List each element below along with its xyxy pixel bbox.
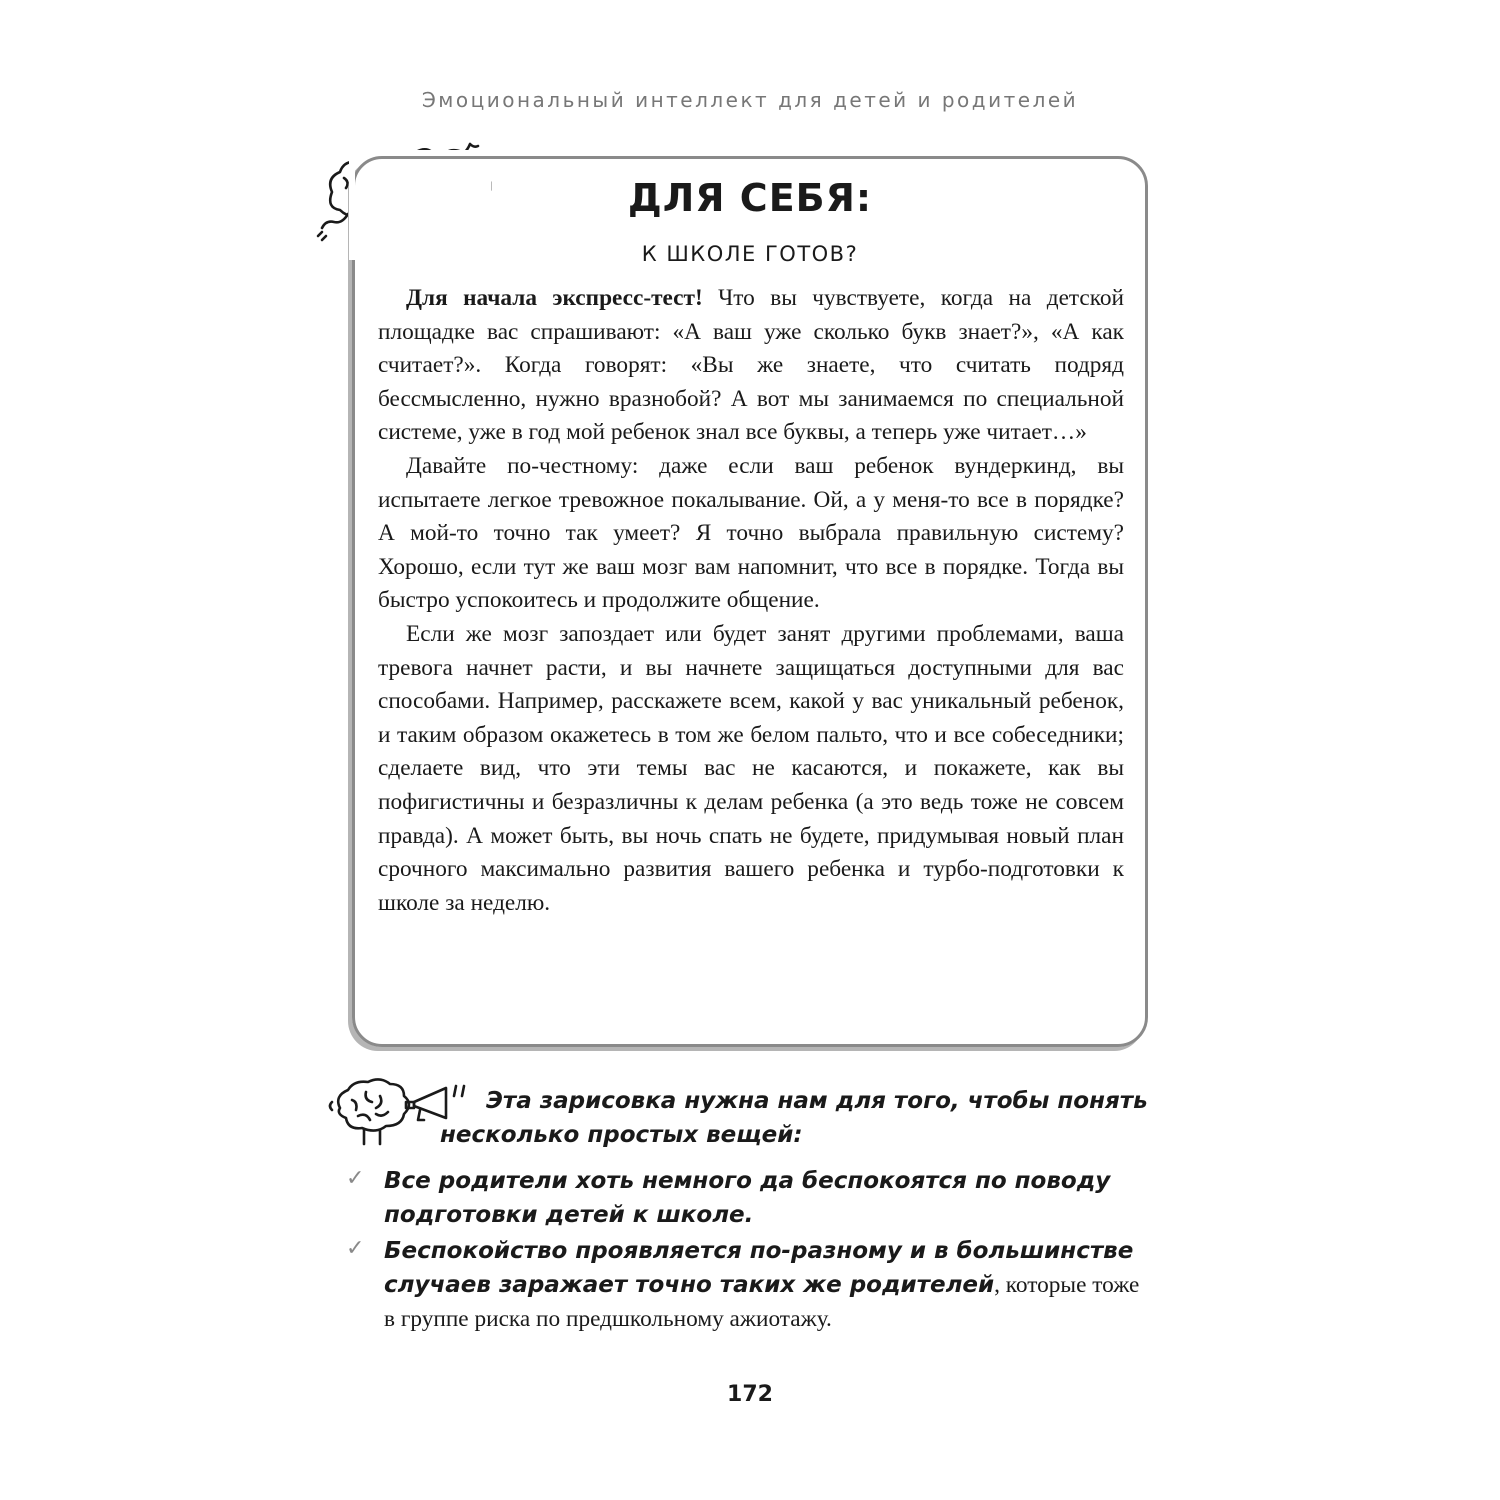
check-icon: ✓: [346, 1236, 365, 1261]
paragraph-3: Если же мозг запоздает или будет занят другими проблемами, ваша тревога начнет расти, и вы начнете защищаться доступными для вас способами. Например, расскажете всем, какой у вас уникальный ребенок, и таким образом окажетесь в том же белом пальто, что и все собеседники; сделаете вид, что эти темы вас не касаются, и покажете, как вы пофигистичны и безразличны к делам ребенка (а это ведь тоже не совсем правда). А может быть, вы ночь спать не будете, придумывая новый план срочного максимально развития вашего ребенка и турбо-подготовки к школе за неделю.: [378, 620, 1124, 916]
paragraph-2: Давайте по-честному: даже если ваш ребенок вундеркинд, вы испытаете легкое тревожное покалывание. Ой, а у меня-то все в порядке? А мой-то точно так умеет? Я точно выбрала правильную систему? Хорошо, если тут же ваш мозг вам напомнит, что все в порядке. Тогда вы быстро успокоитесь и продолжите общение.: [378, 452, 1124, 614]
list-item: [346, 1164, 1156, 1232]
list-item-text-plain: , которые тоже в группе риска по предшкольному ажиотажу.: [384, 1272, 1140, 1332]
paragraph-1-lead: Для начала экспресс-тест!: [406, 285, 703, 311]
check-icon: ✓: [346, 1166, 365, 1191]
list-item: [346, 1234, 1156, 1336]
running-header: Эмоциональный интеллект для детей и родителей: [421, 88, 1079, 112]
list-item-text: Все родители хоть немного да беспокоятся по поводу подготовки детей к школе.: [384, 1168, 1111, 1228]
box-subtitle: К ШКОЛЕ ГОТОВ?: [641, 242, 859, 266]
box-body: [378, 282, 1124, 920]
checklist: [346, 1164, 1156, 1338]
paragraph-1-text: Что вы чувствуете, когда на детской площадке вас спрашивают: «А ваш уже сколько букв знает?», «А как считает?». Когда говорят: «Вы же знаете, что считать подряд бессмысленно, нужно вразнобой? А вот мы занимаемся по специальной системе, уже в год мой ребенок знал все буквы, а теперь уже читает…»: [378, 285, 1124, 446]
list-item-text-emphasis: Беспокойство проявляется по-разному и в большинстве случаев заражает точно таких же родителей: [384, 1238, 1134, 1298]
note-text: Эта зарисовка нужна нам для того, чтобы понять несколько простых вещей:: [440, 1088, 1148, 1148]
box-title: ДЛЯ СЕБЯ:: [627, 176, 873, 220]
page-number: 172: [727, 1382, 773, 1407]
paragraph-1: [378, 282, 1124, 450]
